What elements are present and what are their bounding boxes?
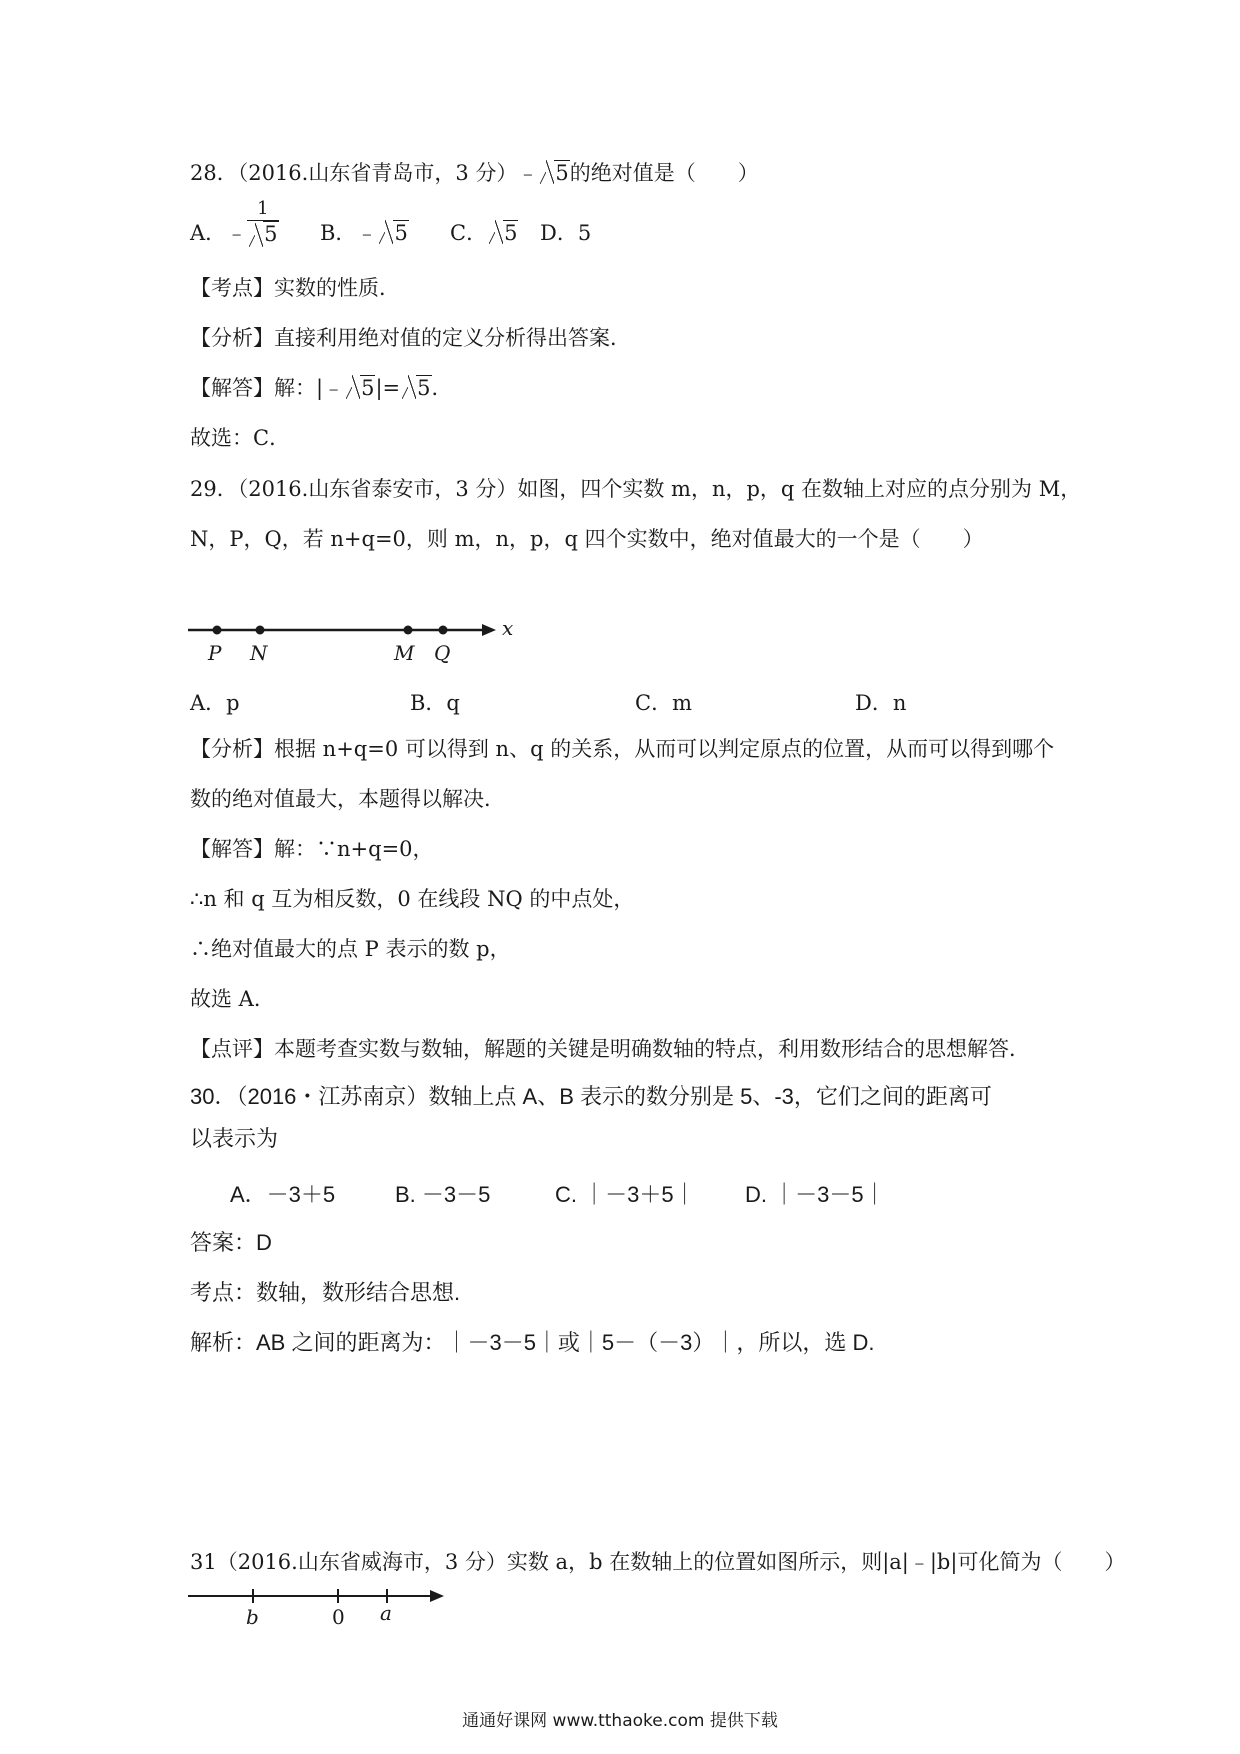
q29-option-a: A．p — [190, 691, 240, 715]
q28-jieda — [190, 373, 453, 403]
q28-jieda-pre: 【解答】解：|﹣ — [190, 376, 345, 400]
q28-fraction-numerator: 1 — [247, 198, 278, 221]
page-footer: 通通好课网 www.tthaoke.com 提供下载 — [462, 1711, 778, 1731]
q30-stem-line-2: 以表示为 — [190, 1126, 279, 1151]
q28-option-a-fraction — [247, 198, 278, 247]
q28-option-b-radicand: 5 — [394, 221, 408, 245]
q28-stem-text: 28．（2016.山东省青岛市，3 分）﹣ — [190, 161, 539, 185]
q31-axis-arrow-icon — [430, 1590, 444, 1602]
q28-option-b-sqrt — [379, 218, 408, 248]
q28-option-a-label: A．﹣ — [190, 221, 248, 245]
q28-option-c-radicand: 5 — [504, 221, 518, 245]
q28-jieda-radicand-1: 5 — [361, 376, 375, 400]
q28-option-a — [190, 198, 279, 248]
q28-fraction-sqrt — [249, 221, 278, 247]
q29-number-line — [180, 610, 540, 670]
q29-fenxi-line-2: 数的绝对值最大，本题得以解决． — [190, 787, 505, 811]
q29-fenxi-line-1: 【分析】根据 n+q=0 可以得到 n、q 的关系，从而可以判定原点的位置，从而可以得到哪个 — [190, 737, 1055, 761]
q28-fraction-radicand: 5 — [264, 222, 278, 246]
q28-option-b — [320, 218, 409, 248]
q29-step-1: ∴n 和 q 互为相反数，0 在线段 NQ 的中点处， — [190, 887, 635, 911]
q30-option-d: D. ｜－3－5｜ — [745, 1182, 886, 1207]
q29-label-n: N — [250, 641, 268, 665]
q29-answer: 故选 A． — [190, 987, 275, 1011]
q29-axis-arrow-icon — [482, 624, 496, 636]
q29-point-p-dot — [213, 626, 222, 635]
q28-jieda-sqrt-1 — [346, 373, 375, 403]
q30-jiexi: 解析：AB 之间的距离为：｜－3－5｜或｜5－（－3）｜，所以，选 D. — [190, 1330, 875, 1355]
q28-option-c-label: C． — [450, 221, 488, 245]
q30-answer: 答案：D — [190, 1230, 272, 1255]
q30-stem-line-1: 30．（2016・江苏南京）数轴上点 A、B 表示的数分别是 5、-3，它们之间的距离可 — [190, 1084, 992, 1109]
q30-option-c: C. ｜－3＋5｜ — [555, 1182, 696, 1207]
q28-kaodian: 【考点】实数的性质． — [190, 276, 400, 300]
q29-option-c: C．m — [635, 691, 692, 715]
q29-axis-var: x — [502, 616, 514, 640]
q31-number-line — [180, 1580, 460, 1630]
q28-jieda-sqrt-2 — [402, 373, 431, 403]
q28-option-b-label: B．﹣ — [320, 221, 378, 245]
q28-stem-end: 的绝对值是（ ） — [569, 161, 759, 185]
q29-stem-line-2: N，P，Q，若 n+q=0，则 m，n，p，q 四个实数中，绝对值最大的一个是（ ） — [190, 527, 984, 551]
q31-label-b: b — [246, 1605, 259, 1629]
q28-stem-radicand: 5 — [555, 161, 569, 185]
q29-point-m-dot — [404, 626, 413, 635]
q30-kaodian: 考点：数轴，数形结合思想. — [190, 1280, 461, 1305]
q29-option-d: D．n — [855, 691, 907, 715]
q28-stem — [190, 158, 759, 188]
q28-jieda-radicand-2: 5 — [417, 376, 431, 400]
q29-label-p: P — [208, 641, 222, 665]
q28-fraction-denominator — [247, 221, 278, 247]
q28-option-d: D．5 — [540, 221, 592, 245]
q30-option-a: A．－3＋5 — [230, 1182, 336, 1207]
q28-option-c-sqrt — [489, 218, 518, 248]
q29-stem-line-1: 29．（2016.山东省泰安市，3 分）如图，四个实数 m，n，p，q 在数轴上对应的点分别为 M， — [190, 477, 1082, 501]
q31-stem: 31（2016.山东省威海市，3 分）实数 a，b 在数轴上的位置如图所示，则|a|﹣|b|可化简为（ ） — [190, 1550, 1126, 1574]
q29-label-q: Q — [434, 641, 451, 665]
q28-stem-sqrt — [540, 158, 569, 188]
q28-jieda-end: ． — [431, 376, 453, 400]
q28-option-c — [450, 218, 518, 248]
q28-fenxi: 【分析】直接利用绝对值的定义分析得出答案． — [190, 326, 631, 350]
q29-label-m: M — [394, 641, 415, 665]
q29-dianping: 【点评】本题考查实数与数轴，解题的关键是明确数轴的特点，利用数形结合的思想解答． — [190, 1037, 1030, 1061]
q29-point-q-dot — [439, 626, 448, 635]
q30-option-b: B. －3－5 — [395, 1182, 491, 1207]
q29-jieda: 【解答】解：∵n+q=0， — [190, 837, 434, 861]
q31-label-0: 0 — [332, 1605, 345, 1629]
q31-label-a: a — [380, 1601, 392, 1625]
q29-option-b: B．q — [410, 691, 460, 715]
q29-step-2: ∴绝对值最大的点 P 表示的数 p， — [190, 937, 511, 961]
q28-jieda-mid: |= — [375, 376, 401, 400]
q28-answer: 故选：C． — [190, 426, 291, 450]
q29-point-n-dot — [256, 626, 265, 635]
